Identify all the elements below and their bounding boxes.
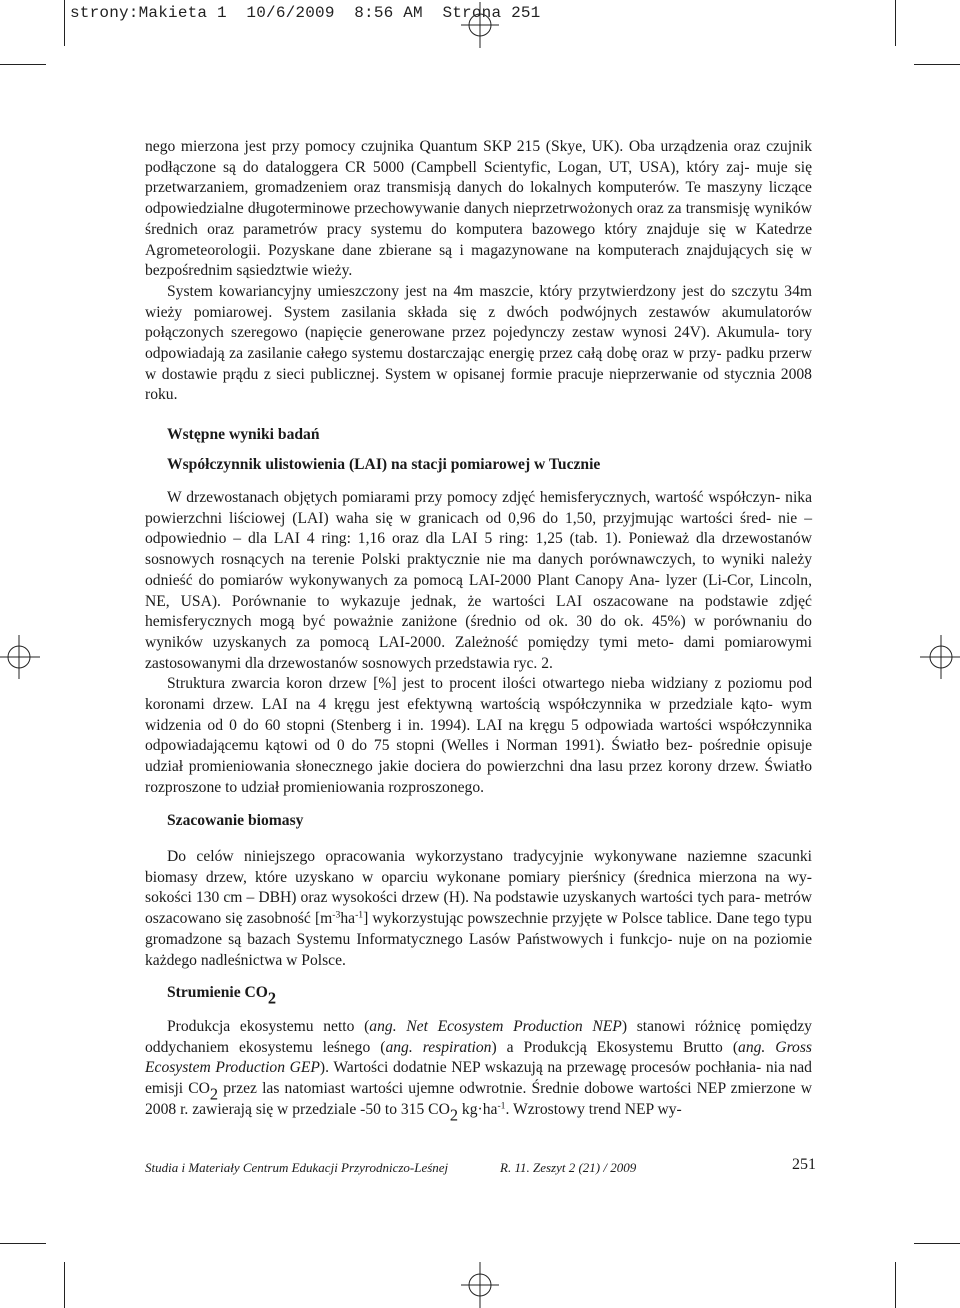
crop-mark xyxy=(64,0,65,46)
crop-mark xyxy=(895,1262,896,1308)
crop-mark xyxy=(895,0,896,46)
subsection-heading-co2-fluxes: Strumienie $CO_2$ xyxy=(167,984,277,1008)
footer-journal-title: Studia i Materiały Centrum Edukacji Przyrodniczo-Leśnej xyxy=(145,1160,449,1175)
crop-mark xyxy=(914,1243,960,1244)
page-number: 251 xyxy=(792,1156,816,1173)
crop-mark xyxy=(0,1243,46,1244)
crop-mark xyxy=(64,1262,65,1308)
paragraph-datalogger: nego mierzona jest przy pomocy czujnika Quantum SKP 215 (Skye, UK). Oba urządzenia oraz czujnik podłączone są do dataloggera CR 5000 (Campbell Scientyfic, Logan, UT, USA), który zaj- muje się przetwarzaniem, gromadzeniem oraz transmisją danych do lokalnych komputerów. Te maszyny liczące odpowiedzialne długoterminowe przechowywanie danych nieprzetrwożonych oraz za transmisję wyników średnich oraz parametrów pracy systemu do komputera bazowego który znajduje się w Katedrze Agrometeorologii. Pozyskane dane zbierane są i magazynowane na komputerach znajdujących się w bezpośrednim sąsiedztwie wieży. System kowariancyjny umieszczony jest na 4m maszcie, który przytwierdzony jest do szczytu 34m wieży pomiarowej. System zasilania składa się z dwóch podwójnych zestawów akumulatorów połączonych szeregowo (napięcie generowane przez pojedynczy zestaw wynosi 24V). Akumula- tory odpowiadają za zasilanie całego systemu dostarczając energię przez całą dobę oraz w przy- padku przerw w dostawie prądu z sieci publicznej. System w opisanej formie pracuje nieprzerwanie od stycznia 2008 roku. xyxy=(145,137,812,406)
paragraph-lai: W drzewostanach objętych pomiarami przy pomocy zdjęć hemisferycznych, wartość współczyn- nika powierzchni liściowej (LAI) waha się w granicach od 0,96 do 1,50, przyjmując wartości śred- nie – odpowiednio – dla LAI 4 ring: 1,16 oraz dla LAI 5 ring: 1,25 (tab. 1). Ponieważ dla drzewostanów sosnowych rosnących na terenie Polski praktycznie nie ma danych porównawczych, to wyniki należy odnieść do pomiarów wykonywanych za pomocą LAI-2000 Plant Canopy Ana- lyzer (Li-Cor, Lincoln, NE, USA). Porównanie to wykazuje jednak, że wartości LAI oszacowane na podstawie zdjęć hemisferycznych mogą być poważnie zaniżone (średnio od ok. 30 do ok. 45%) w porównaniu do wyników uzyskanych za pomocą LAI-2000. Zależność pomiędzy tymi meto- dami pomiarowymi zastosowanymi dla drzewostanów sosnowych przedstawia ryc. 2. Struktura zwarcia koron drzew [%] jest to procent ilości otwartego nieba widziany z poziomu pod koronami drzew. LAI na 4 kręgu jest efektywną wartością współczynnika w przedziale kąto- wym widzenia od 0 do 60 stopni (Stenberg i in. 1994). LAI na kręgu 5 odpowiada wartości współczynnika odpowiadającemu kątowi od 0 do 75 stopni (Welles i Norman 1991). Światło bez- pośrednie opisuje udział promieniowania słonecznego jakie dociera do powierzchni dna lasu przez korony drzew. Światło rozproszone to udział promieniowania rozproszonego. xyxy=(145,488,812,799)
print-slug: strony:Makieta 1 10/6/2009 8:56 AM Strona 251 xyxy=(70,4,541,22)
paragraph-eddy-covariance: System kowariancyjny umieszczony jest na 4m maszcie, który przytwierdzony jest do szczytu 34m wieży pomiarowej. System zasilania składa się z dwóch podwójnych zestawów akumulatorów połączonych szeregowo (napięcie generowane przez pojedynczy zestaw wynosi 24V). Akumula- tory odpowiadają za zasilanie całego systemu dostarczając energię przez całą dobę oraz w przy- padku przerw w dostawie prądu z sieci publicznej. System w opisanej formie pracuje nieprzerwanie od stycznia 2008 roku. xyxy=(145,282,812,404)
registration-mark-icon xyxy=(920,635,960,679)
subsection-heading-lai: Współczynnik ulistowienia (LAI) na stacji pomiarowej w Tucznie xyxy=(167,456,601,473)
crop-mark xyxy=(0,64,46,65)
section-heading-preliminary-results: Wstępne wyniki badań xyxy=(167,426,320,443)
paragraph-biomass: Do celów niniejszego opracowania wykorzystano tradycyjnie wykonywane naziemne szacunki biomasy drzew, które uzyskano w oparciu wykonane pomiary pierśnicy (średnica mierzona na wy- sokości 130 cm – DBH) oraz wysokości drzew (H). Na podstawie uzyskanych wartości tych para- metrów oszacowano się zasobność $[m^{-3}ha^{-1}]$ wykorzystując powszechnie przyjęte w Polsce tablice. Dane tego typu gromadzone są bazach Systemu Informatycznego Lasów Państwowych i funkcjo- nuje on na poziomie każdego nadleśnictwa w Polsce. xyxy=(145,848,813,969)
footer-issue: R. 11. Zeszyt 2 (21) / 2009 xyxy=(500,1160,637,1175)
subsection-heading-biomass: Szacowanie biomasy xyxy=(167,812,304,829)
paragraph-canopy-structure: Struktura zwarcia koron drzew [%] jest to procent ilości otwartego nieba widziany z poziomu pod koronami drzew. LAI na 4 kręgu jest efektywną wartością współczynnika w przedziale kąto- wym widzenia od 0 do 60 stopni (Stenberg i in. 1994). LAI na kręgu 5 odpowiada wartości współczynnika odpowiadającemu kątowi od 0 do 75 stopni (Welles i Norman 1991). Światło bez- pośrednie opisuje udział promieniowania słonecznego jakie dociera do powierzchni dna lasu przez korony drzew. Światło rozproszone to udział promieniowania rozproszonego. xyxy=(145,675,813,796)
registration-mark-icon xyxy=(0,635,40,679)
paragraph-nep: Produkcja ekosystemu netto (ang. Net Ecosystem Production NEP) stanowi różnicę pomiędzy oddychaniem ekosystemu leśnego (ang. respiration) a Produkcją Ekosystemu Brutto (ang. Gross Ecosystem Production GEP). Wartości dodatnie NEP wskazują na przewagę procesów pochłania- nia nad emisji $CO_2$ przez las natomiast wartości ujemne odwrotnie. Średnie dobowe wartości NEP zmierzone w 2008 r. zawierają się w przedziale -50 to 315 $CO_2$ $kg\cdot ha^{-1}$. Wzrostowy trend NEP wy- xyxy=(145,1018,812,1125)
crop-mark xyxy=(914,64,960,65)
registration-mark-icon xyxy=(461,2,499,48)
registration-mark-icon xyxy=(461,1262,499,1308)
